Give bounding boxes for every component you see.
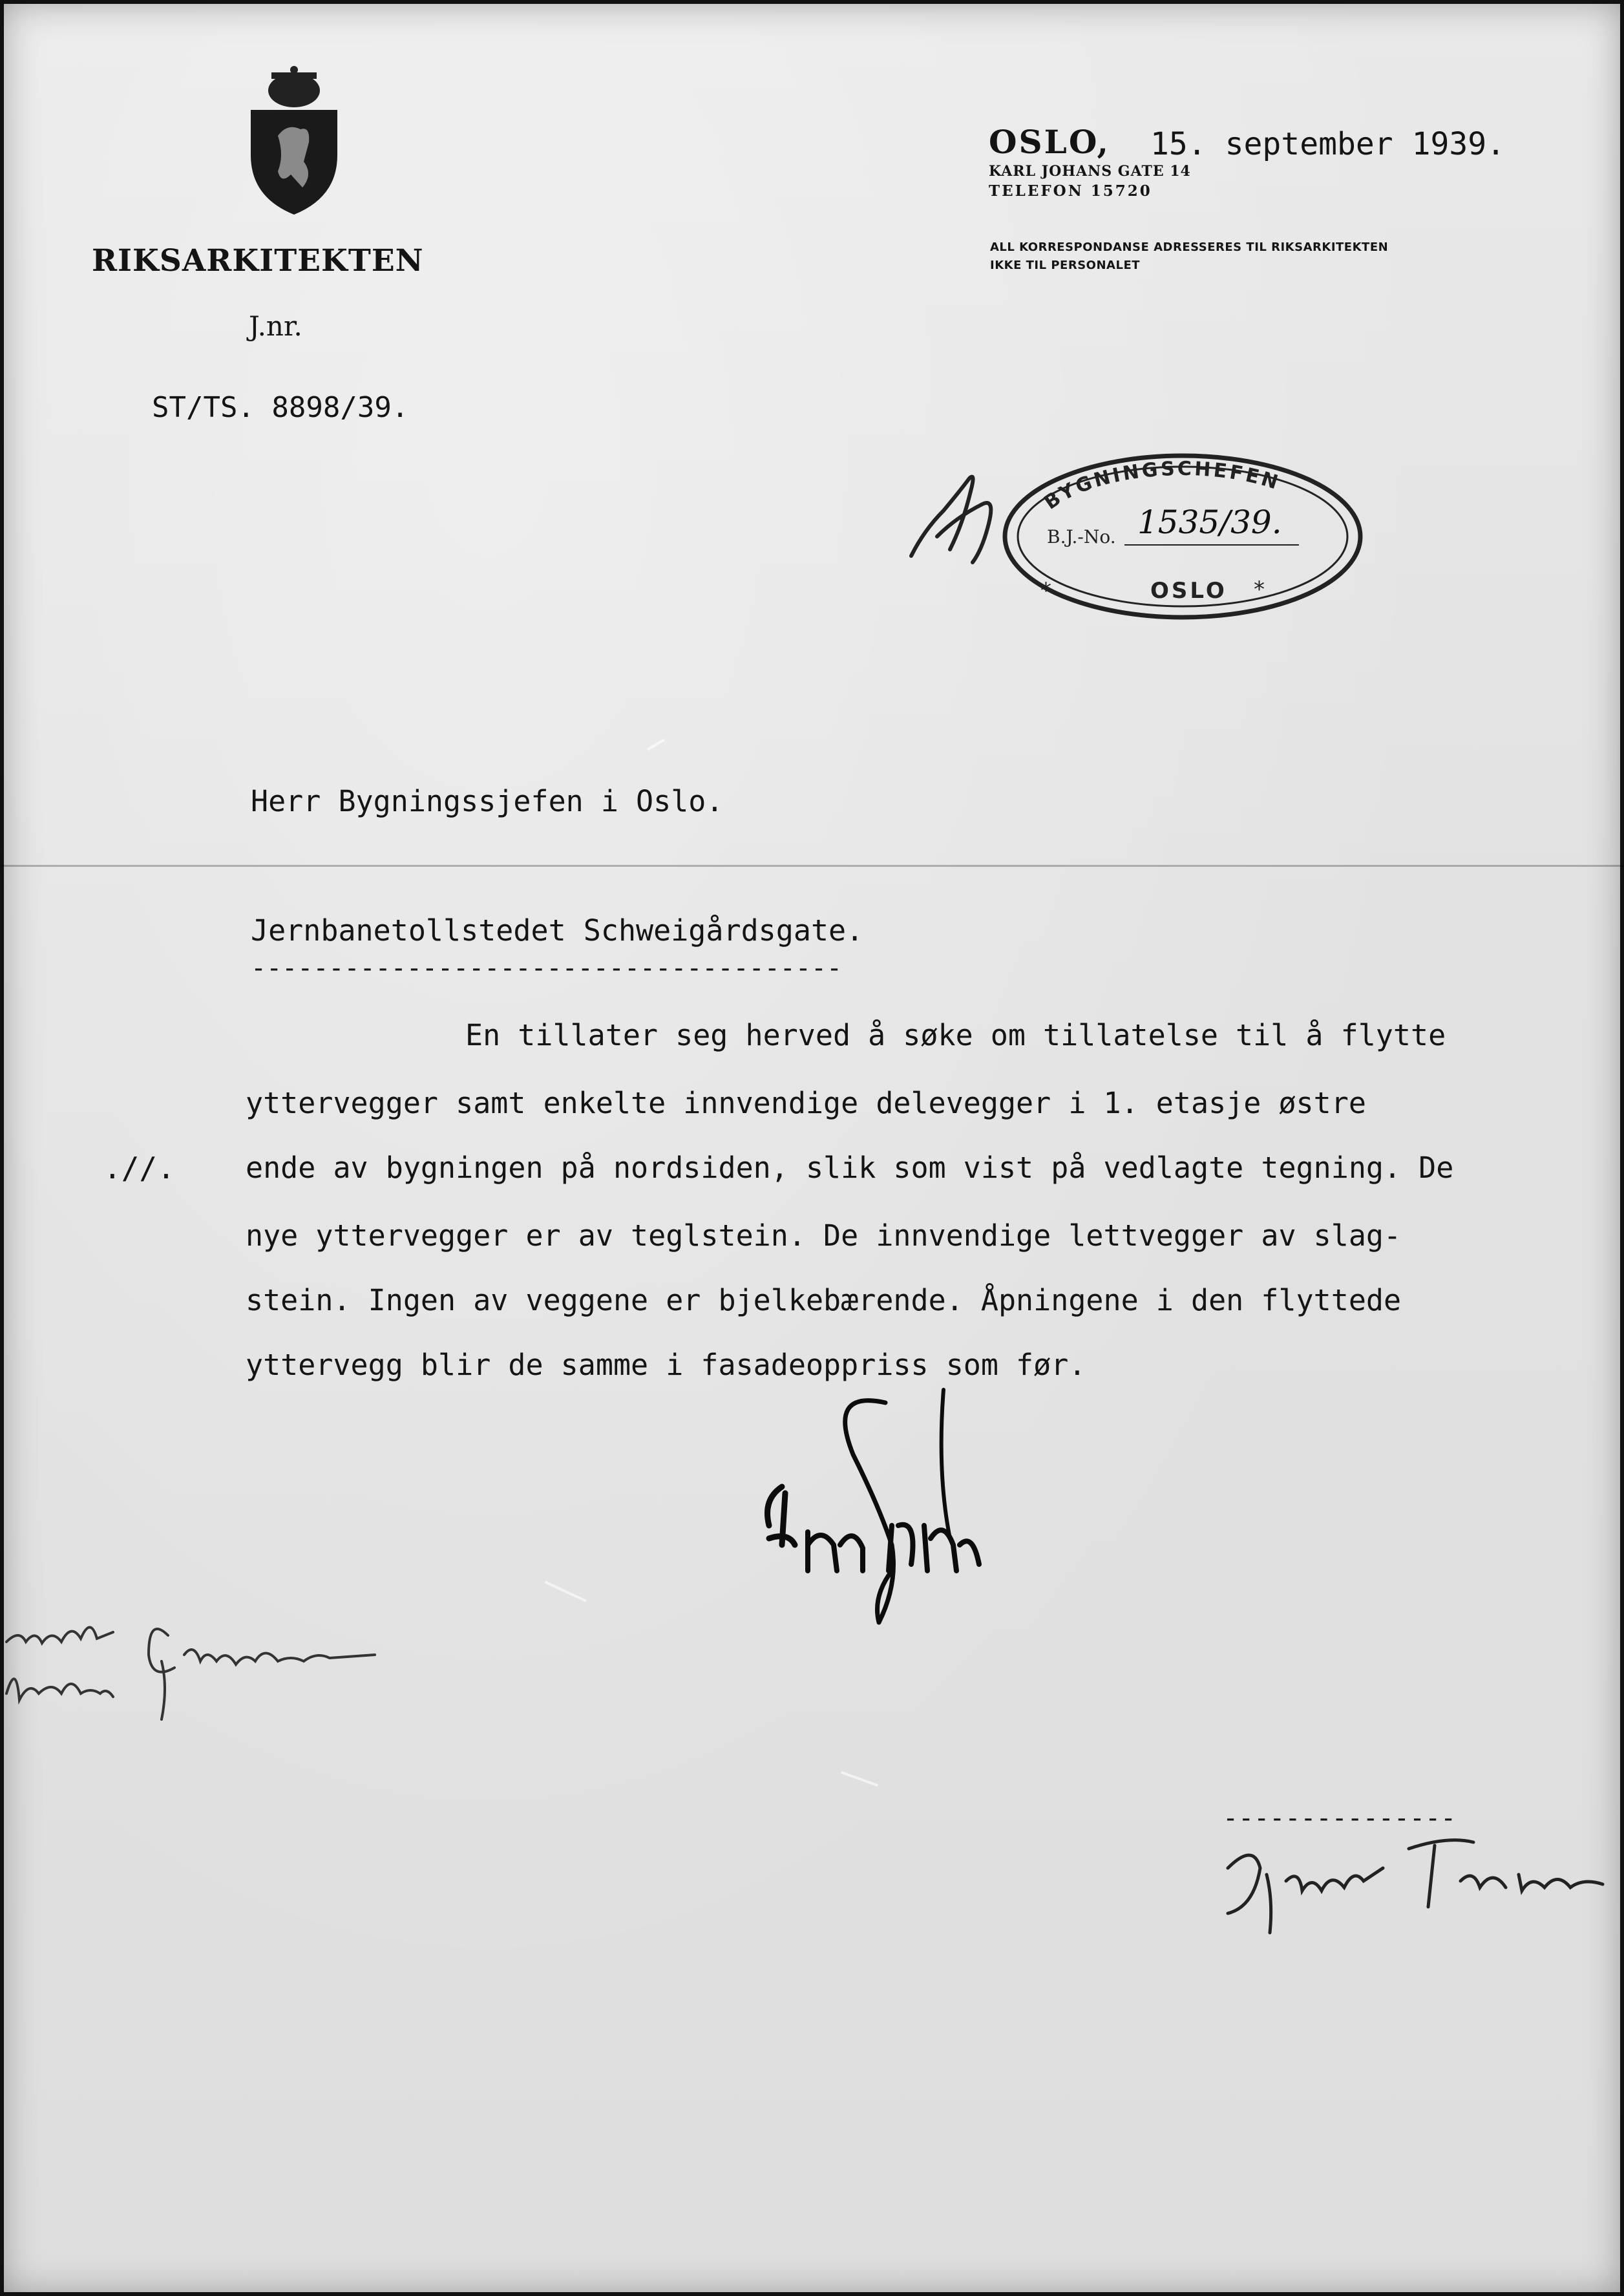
main-signature bbox=[724, 1377, 995, 1635]
body-line: ende av bygningen på nordsiden, slik som vist på vedlagte tegning. De bbox=[246, 1151, 1454, 1185]
body-line: yttervegg blir de samme i fasadeoppriss som før. bbox=[246, 1348, 1086, 1382]
recipient-line: Herr Bygningssjefen i Oslo. bbox=[251, 784, 724, 818]
reference-number: ST/TS. 8898/39. bbox=[152, 391, 409, 424]
fold-line bbox=[0, 865, 1624, 867]
header-correspondence-note-2: IKKE TIL PERSONALET bbox=[990, 259, 1141, 272]
body-line: nye yttervegger er av teglstein. De innvendige lettvegger av slag- bbox=[246, 1218, 1402, 1253]
stamp-bj-number: 1535/39. bbox=[1137, 504, 1282, 541]
body-line: stein. Ingen av veggene er bjelkebærende. Åpningene i den flyttede bbox=[246, 1283, 1402, 1317]
subject-underline: -------------------------------------- bbox=[251, 953, 843, 983]
stamp-star-icon: * bbox=[1040, 578, 1051, 604]
margin-annotation bbox=[0, 1597, 401, 1745]
org-name: RIKSARKITEKTEN bbox=[92, 243, 424, 279]
scan-scratch bbox=[544, 1580, 586, 1602]
stamp-arc-text: BYGNINGSCHEFEN bbox=[1040, 457, 1283, 515]
letter-date: 15. september 1939. bbox=[1150, 126, 1506, 162]
coat-of-arms-icon bbox=[239, 65, 349, 220]
header-address: KARL JOHANS GATE 14 bbox=[989, 163, 1191, 180]
stamp-star-icon: * bbox=[1254, 577, 1265, 602]
receipt-stamp bbox=[995, 443, 1370, 630]
header-city: OSLO, bbox=[989, 123, 1110, 161]
body-line: En tillater seg herved å søke om tillatelse til å flytte bbox=[465, 1018, 1446, 1052]
header-phone: TELEFON 15720 bbox=[989, 182, 1152, 200]
signature-rule: --------------- bbox=[1223, 1803, 1457, 1833]
signatory-signature bbox=[1215, 1829, 1609, 1946]
scan-scratch bbox=[841, 1771, 878, 1787]
body-line: yttervegger samt enkelte innvendige delevegger i 1. etasje østre bbox=[246, 1086, 1366, 1120]
journal-number-label: J.nr. bbox=[249, 310, 302, 342]
stamp-bj-label: B.J.-No. bbox=[1047, 526, 1116, 547]
scan-scratch bbox=[647, 739, 665, 750]
stamp-city: OSLO bbox=[1150, 578, 1227, 604]
subject-line: Jernbanetollstedet Schweigårdsgate. bbox=[251, 913, 864, 948]
handwritten-initials bbox=[898, 452, 1008, 569]
header-correspondence-note: ALL KORRESPONDANSE ADRESSERES TIL RIKSARKITEKTEN bbox=[990, 240, 1389, 254]
enclosure-mark: .//. bbox=[103, 1151, 175, 1185]
